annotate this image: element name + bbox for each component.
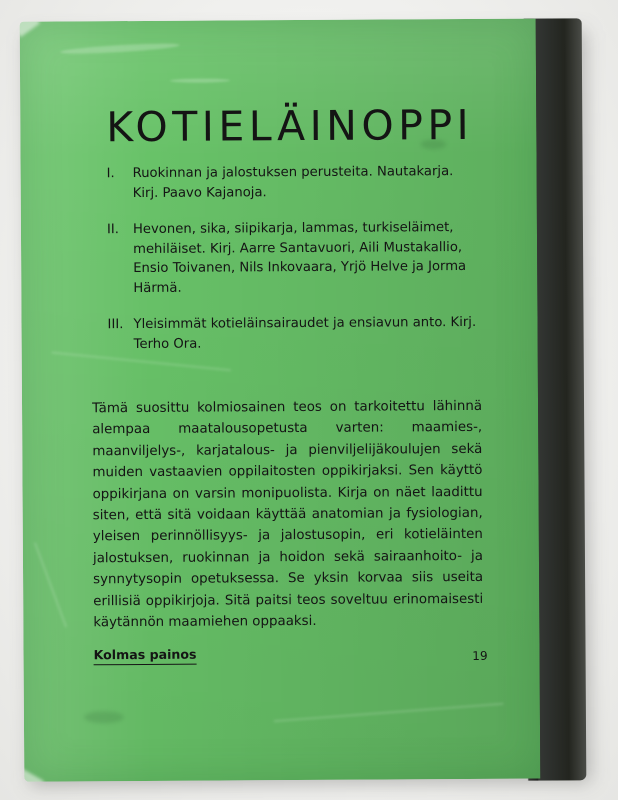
edition-label: Kolmas painos <box>94 647 197 666</box>
book-object <box>20 18 587 783</box>
volume-entry <box>107 218 479 298</box>
volume-number: I. <box>106 166 115 182</box>
volume-list <box>107 162 480 371</box>
cover-footer <box>94 645 488 665</box>
cover-content <box>20 19 541 782</box>
volume-number: II. <box>106 222 119 238</box>
volume-text: Hevonen, sika, siipikarja, lammas, turkiseläimet, mehiläiset. Kirj. Aarre Santavuori, Aili Mustakallio, Ensio Toivanen, Nils Inkovaara, Yrjö Helve ja Jorma Härmä. <box>132 220 467 296</box>
volume-number: III. <box>107 317 124 333</box>
volume-text: Ruokinnan ja jalostuksen perusteita. Nautakarja. Kirj. Paavo Kajanoja. <box>132 164 454 201</box>
book-title: KOTIELÄINOPPI <box>106 100 474 152</box>
volume-text: Yleisimmät kotieläinsairaudet ja ensiavun anto. Kirj. Terho Ora. <box>133 314 477 352</box>
series-number: 19 <box>472 648 488 663</box>
volume-entry <box>107 313 479 354</box>
book-description: Tämä suosittu kolmiosainen teos on tarkoitettu lähinnä alempaa maatalousopetusta varten: maamies-, maanviljelys-, karjatalous- ja pienviljelijäkoulujen sekä muiden vastaavien oppilaitosten oppikirjaksi. Sen käyttö oppikirjana on varsin monipuolista. Kirja on näet laadittu siten, että sitä voidaan käyttää anatomian ja fysiologian, yleisen perinnöllisyys- ja jalostusopin, eri kotieläinten jalostuksen, ruokinnan ja hoidon sekä sairaanhoito- ja synnytysopin opetuksessa. Se yksin korvaa siis useita erillisiä oppikirjoja. Sitä paitsi teos soveltuu erinomaisesti käytännön maamiehen oppaaksi. <box>91 398 484 631</box>
volume-entry <box>107 162 479 203</box>
book-front-cover <box>20 19 541 782</box>
